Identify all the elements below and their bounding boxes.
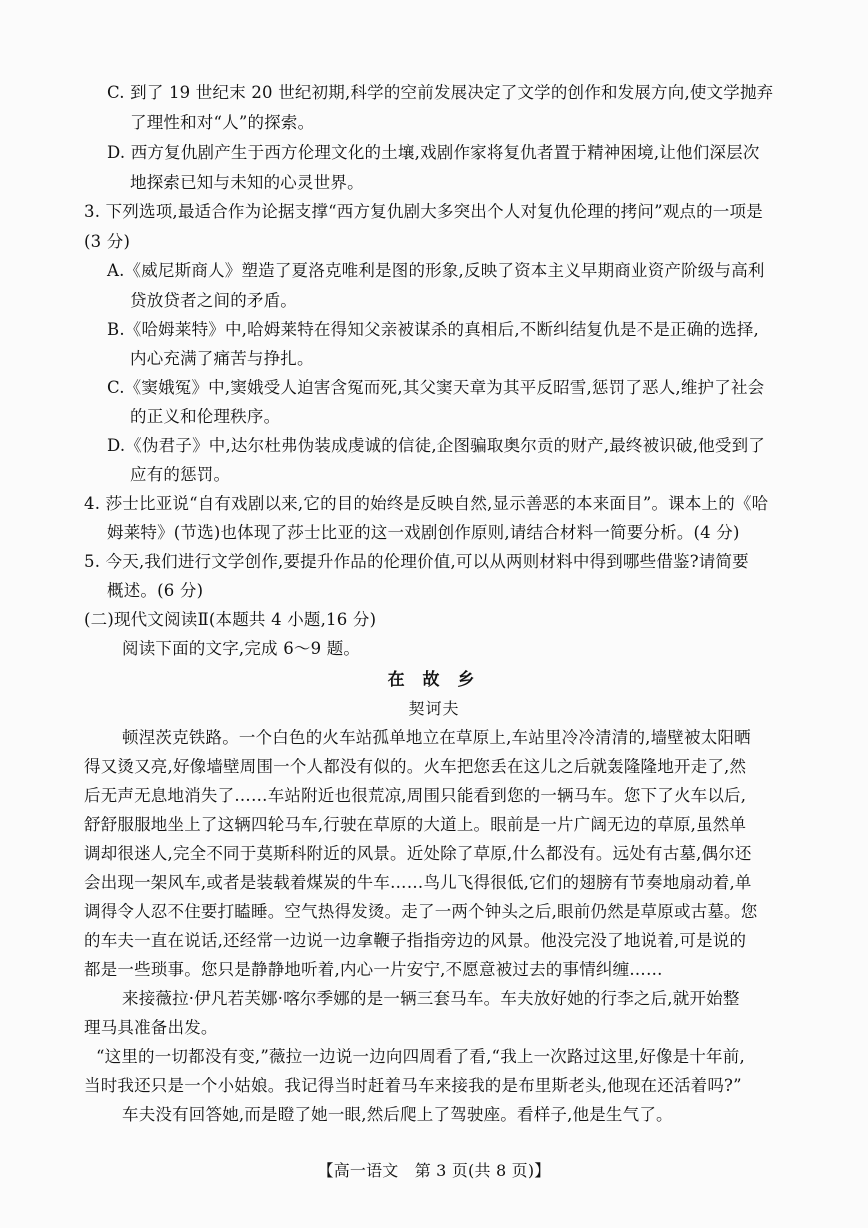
q3-option-a-line2: 贷放贷者之间的矛盾。	[130, 291, 297, 310]
option-d-line1: D. 西方复仇剧产生于西方伦理文化的土壤,戏剧作家将复仇者置于精神困境,让他们深层次	[107, 143, 760, 162]
q3-option-b-line2: 内心充满了痛苦与挣扎。	[130, 349, 314, 368]
story-line: 顿涅茨克铁路。一个白色的火车站孤单地立在草原上,车站里冷冷清清的,墙壁被太阳晒	[122, 728, 751, 747]
section-instruction: 阅读下面的文字,完成 6～9 题。	[122, 639, 361, 658]
page-footer: 【高一语文 第 3 页(共 8 页)】	[317, 1161, 551, 1180]
q3-option-a-line1: A.《威尼斯商人》塑造了夏洛克唯利是图的形象,反映了资本主义早期商业资产阶级与高利	[107, 261, 765, 280]
question-3-stem: 3. 下列选项,最适合作为论据支撑“西方复仇剧大多突出个人对复仇伦理的拷问”观点的一项是	[84, 202, 763, 221]
story-line: 调却很迷人,完全不同于莫斯科附近的风景。近处除了草原,什么都没有。远处有古墓,偶尔还	[84, 844, 752, 863]
option-c-line1: C. 到了 19 世纪末 20 世纪初期,科学的空前发展决定了文学的创作和发展方向,使文学抛弃	[107, 83, 774, 102]
story-line: 会出现一架风车,或者是装载着煤炭的牛车……鸟儿飞得很低,它们的翅膀有节奏地扇动着,单	[84, 873, 752, 892]
story-line: 得又烫又亮,好像墙壁周围一个人都没有似的。火车把您丢在这儿之后就轰隆隆地开走了,然	[84, 757, 747, 776]
story-line: 车夫没有回答她,而是瞪了她一眼,然后爬上了驾驶座。看样子,他是生气了。	[122, 1105, 673, 1124]
story-author: 契诃夫	[408, 699, 460, 718]
q3-option-d-line2: 应有的惩罚。	[130, 465, 231, 484]
section-heading: (二)现代文阅读Ⅱ(本题共 4 小题,16 分)	[84, 610, 377, 629]
story-title: 在 故 乡	[387, 670, 481, 690]
story-line: 舒舒服服地坐上了这辆四轮马车,行驶在草原的大道上。眼前是一片广阔无边的草原,虽然单	[84, 815, 747, 834]
question-5-line1: 5. 今天,我们进行文学创作,要提升作品的伦理价值,可以从两则材料中得到哪些借鉴?请简要	[84, 552, 749, 571]
question-3-score: (3 分)	[84, 232, 131, 251]
q3-option-c-line1: C.《窦娥冤》中,窦娥受人迫害含冤而死,其父窦天章为其平反昭雪,惩罚了恶人,维护了社会	[107, 378, 765, 397]
story-line: 理马具准备出发。	[84, 1018, 218, 1037]
option-d-line2: 地探索已知与未知的心灵世界。	[130, 173, 364, 192]
q3-option-d-line1: D.《伪君子》中,达尔杜弗伪装成虔诚的信徒,企图骗取奥尔贡的财产,最终被识破,他受到了	[107, 436, 765, 455]
question-5-line2: 概述。(6 分)	[107, 581, 204, 600]
story-line: 当时我还只是一个小姑娘。我记得当时赶着马车来接我的是布里斯老头,他现在还活着吗?”	[84, 1076, 742, 1095]
question-4-line1: 4. 莎士比亚说“自有戏剧以来,它的目的始终是反映自然,显示善恶的本来面目”。课本上的《哈	[84, 494, 769, 513]
story-line: 的车夫一直在说话,还经常一边说一边拿鞭子指指旁边的风景。他没完没了地说着,可是说的	[84, 931, 747, 950]
story-line: “这里的一切都没有变,”薇拉一边说一边向四周看了看,“我上一次路过这里,好像是十年前,	[96, 1047, 745, 1066]
story-line: 都是一些琐事。您只是静静地听着,内心一片安宁,不愿意被过去的事情纠缠……	[84, 960, 663, 979]
story-line: 来接薇拉·伊凡若芙娜·喀尔季娜的是一辆三套马车。车夫放好她的行李之后,就开始整	[122, 989, 740, 1008]
option-c-line2: 了理性和对“人”的探索。	[130, 113, 315, 132]
question-4-line2: 姆莱特》(节选)也体现了莎士比亚的这一戏剧创作原则,请结合材料一简要分析。(4 分)	[107, 523, 740, 542]
q3-option-c-line2: 的正义和伦理秩序。	[130, 407, 281, 426]
story-line: 后无声无息地消失了……车站附近也很荒凉,周围只能看到您的一辆马车。您下了火车以后,	[84, 786, 747, 805]
q3-option-b-line1: B.《哈姆莱特》中,哈姆莱特在得知父亲被谋杀的真相后,不断纠结复仇是不是正确的选择,	[107, 320, 760, 339]
story-line: 调得令人忍不住要打瞌睡。空气热得发烫。走了一两个钟头之后,眼前仍然是草原或古墓。您	[84, 902, 758, 921]
